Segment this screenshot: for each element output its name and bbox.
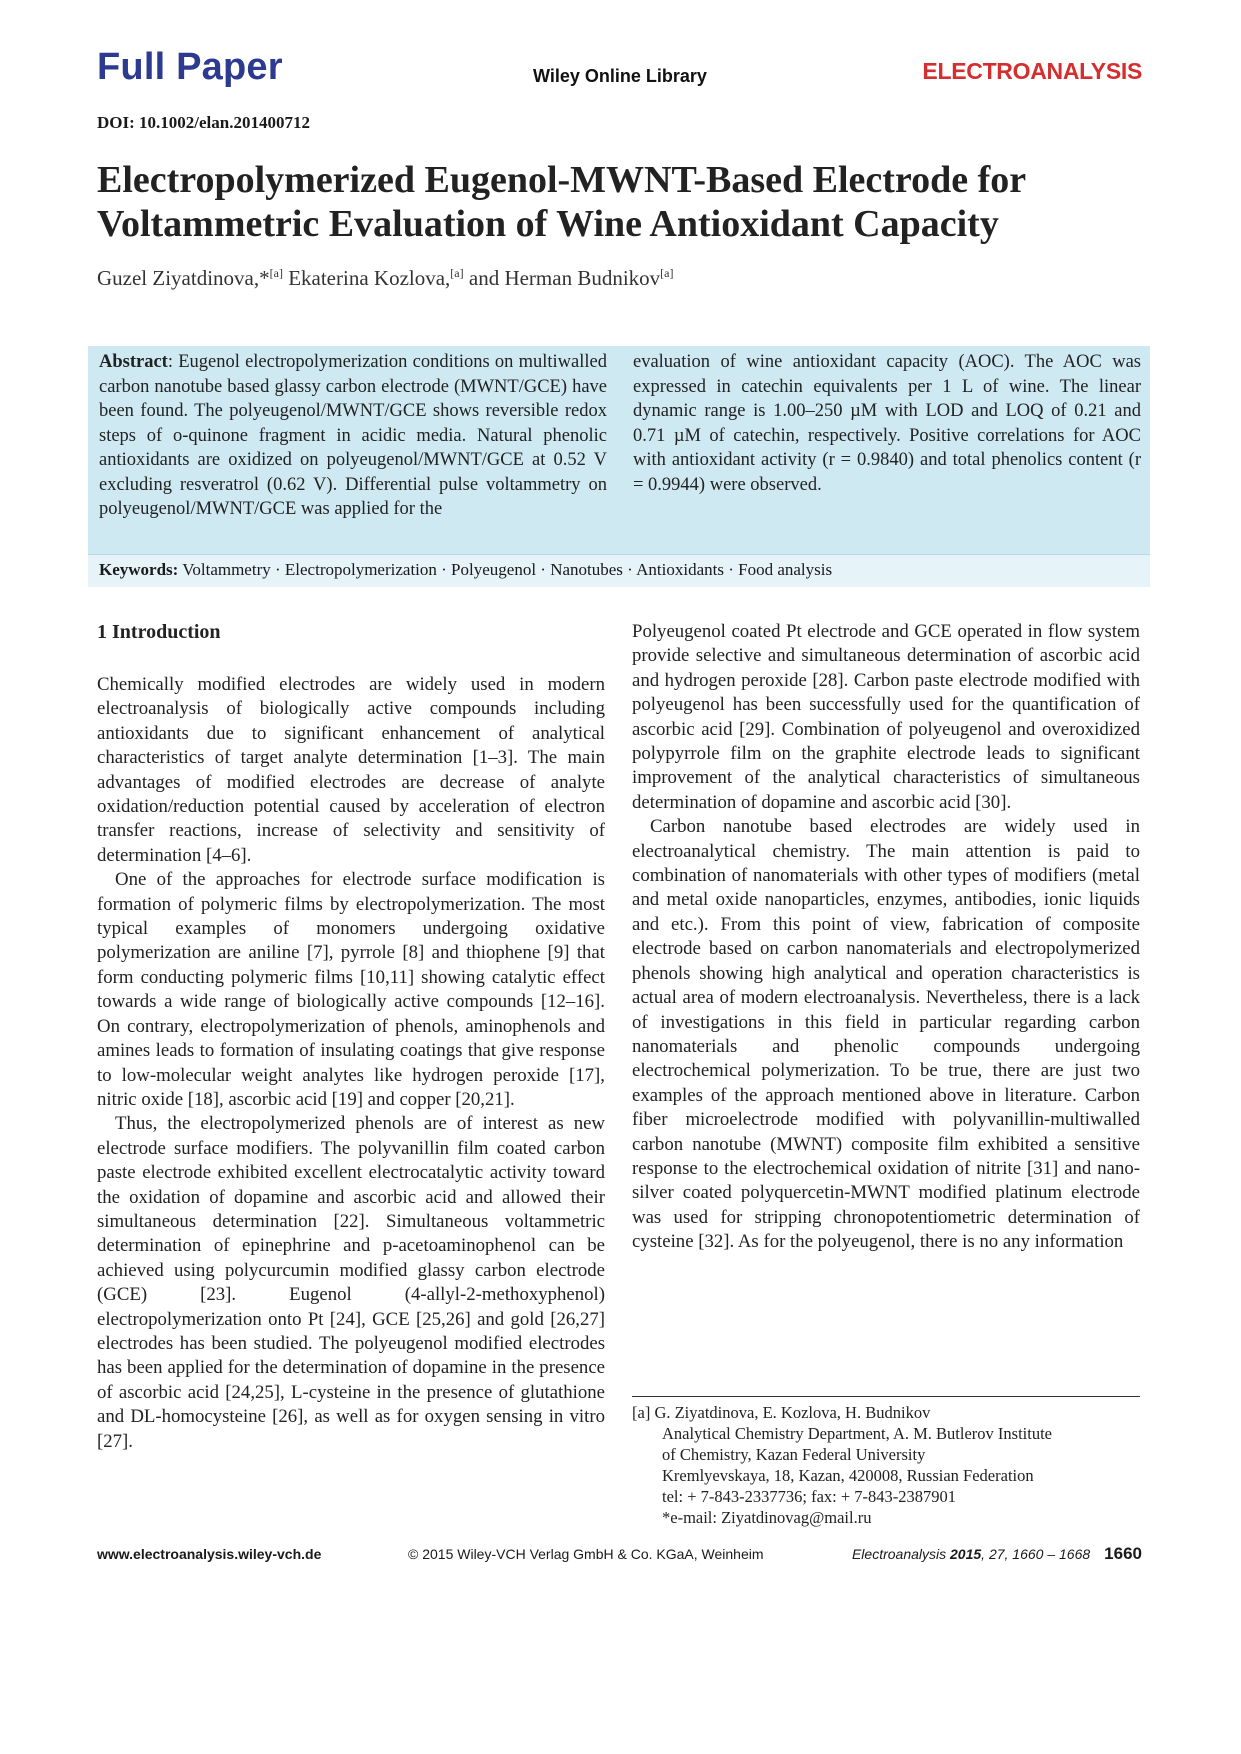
affiliation-mark: [a] (450, 266, 464, 280)
abstract-box (88, 346, 1150, 586)
author-name: and Herman Budnikov (468, 266, 661, 290)
abstract-text: : Eugenol electropolymerization conditions on multiwalled carbon nanotube based glassy carbon electrode (MWNT/GCE) have been found. The polyeugenol/MWNT/GCE shows reversible redox steps of o-quinone fragment in acidic media. Natural phenolic antioxidants are oxidized on polyeugenol/MWNT/GCE at 0.52 V excluding resveratrol (0.62 V). Differential pulse voltammetry on polyeugenol/MWNT/GCE was applied for the (99, 352, 607, 519)
footer-copyright: © 2015 Wiley-VCH Verlag GmbH & Co. KGaA, Weinheim (408, 1546, 764, 1562)
abstract-left-column (99, 350, 607, 522)
title-line: Voltammetric Evaluation of Wine Antioxidant Capacity (97, 203, 999, 245)
affiliation-line: Kremlyevskaya, 18, Kazan, 420008, Russian Federation (662, 1466, 1034, 1485)
paper-title (97, 158, 1157, 246)
journal-name: ELECTROANALYSIS (922, 58, 1142, 84)
paragraph: Polyeugenol coated Pt electrode and GCE operated in flow system provide selective and simultaneous determination of ascorbic acid and hydrogen peroxide [28]. Carbon paste electrode modified with polyeugenol has been successfully used for the quantification of ascorbic acid [29]. Combination of polyeugenol and overoxidized polypyrrole film on the graphite electrode leads to significant improvement of the analytical characteristics of simultaneous determination of dopamine and ascorbic acid [30]. (632, 621, 1140, 813)
affiliation-line: of Chemistry, Kazan Federal University (662, 1445, 926, 1464)
paragraph: Thus, the electropolymerized phenols are of interest as new electrode surface modifiers. The polyvanillin film coated carbon paste electrode exhibited excellent electrocatalytic activity toward the oxidation of dopamine and ascorbic acid and allowed their simultaneous determination [22]. Simultaneous voltammetric determination of epinephrine and p-acetoaminophenol can be achieved using polycurcumin modified glassy carbon electrode (GCE) [23]. Eugenol (4-allyl-2-methoxyphenol) electropolymerization onto Pt [24], GCE [25,26] and gold [26,27] electrodes has been studied. The polyeugenol modified electrodes has been applied for the determination of dopamine in the presence of ascorbic acid [24,25], L-cysteine in the presence of glutathione and DL-homocysteine [26], as well as for oxygen sensing in vitro [27]. (97, 1113, 605, 1452)
footer-url[interactable]: www.electroanalysis.wiley-vch.de (97, 1546, 322, 1562)
affiliation-line: Analytical Chemistry Department, A. M. Butlerov Institute (662, 1424, 1052, 1443)
left-column (97, 620, 605, 1454)
page-number: 1660 (1104, 1544, 1142, 1563)
author-name: Guzel Ziyatdinova,* (97, 266, 270, 290)
keywords-label: Keywords: (99, 560, 179, 579)
affiliation-mark: [a] (269, 266, 283, 280)
section-heading: 1 Introduction (97, 621, 221, 643)
doi: DOI: 10.1002/elan.201400712 (97, 113, 310, 132)
volume-pages: , 27, 1660 – 1668 (981, 1546, 1091, 1562)
affiliation-line: tel: + 7-843-2337736; fax: + 7-843-2387901 (662, 1487, 957, 1506)
footer-citation (852, 1544, 1142, 1564)
affiliation-footnote (632, 1396, 1140, 1528)
affiliation-line: *e-mail: Ziyatdinovag@mail.ru (662, 1508, 872, 1527)
publisher-label: Wiley Online Library (533, 66, 707, 86)
keywords-text: Voltammetry · Electropolymerization · Polyeugenol · Nanotubes · Antioxidants · Food analysis (182, 560, 833, 579)
paragraph: Carbon nanotube based electrodes are widely used in electroanalytical chemistry. The main attention is paid to combination of nanomaterials with other types of modifiers (metal and metal oxide nanoparticles, enzymes, antibodies, ionic liquids and etc.). From this point of view, fabrication of composite electrode based on carbon nanomaterials and electropolymerized phenols showing high analytical and operation characteristics is actual area of modern electroanalysis. Nevertheless, there is a lack of investigations in this field in particular regarding carbon nanomaterials and phenolic compounds undergoing electrochemical polymerization. To be true, there are just two examples of the approach mentioned above in literature. Carbon fiber microelectrode modified with polyvanillin-multiwalled carbon nanotube (MWNT) composite film exhibited a sensitive response to the electrochemical oxidation of nitrite [31] and nano-silver coated polyquercetin-MWNT modified platinum electrode was used for stripping chronopotentiometric determination of cysteine [32]. As for the polyeugenol, there is no any information (632, 816, 1140, 1253)
abstract-right-column: evaluation of wine antioxidant capacity (AOC). The AOC was expressed in catechin equivalents per 1 L of wine. The linear dynamic range is 1.00–250 µM with LOD and LOQ of 0.21 and 0.71 µM of catechin, respectively. Positive correlations for AOC with antioxidant activity (r = 0.9840) and total phenolics content (r = 0.9944) were observed. (633, 352, 1141, 495)
journal-abbrev: Electroanalysis (851, 1546, 947, 1562)
section-label: Full Paper (97, 46, 283, 88)
paragraph: Chemically modified electrodes are widely used in modern electroanalysis of biologically active compounds including antioxidants due to significant enhancement of analytical characteristics of target analyte determination [1–3]. The main advantages of modified electrodes are decrease of analyte oxidation/reduction potential caused by acceleration of electron transfer reactions, increase of selectivity and sensitivity of determination [4–6]. (97, 674, 605, 866)
author-list (97, 266, 674, 291)
author-name: Ekaterina Kozlova, (288, 266, 451, 290)
right-column (632, 620, 1140, 1255)
year: 2015 (950, 1546, 982, 1562)
keywords (88, 554, 1150, 587)
title-line: Electropolymerized Eugenol-MWNT-Based Electrode for (97, 159, 1027, 201)
affiliation-mark: [a] (660, 266, 674, 280)
affiliation-line: [a] G. Ziyatdinova, E. Kozlova, H. Budnikov (632, 1403, 931, 1422)
abstract-label: Abstract (99, 352, 168, 372)
paragraph: One of the approaches for electrode surface modification is formation of polymeric films by electropolymerization. The most typical examples of monomers undergoing oxidative polymerization are aniline [7], pyrrole [8] and thiophene [9] that form conducting polymeric films [10,11] showing catalytic effect towards a wide range of biologically active compounds [12–16]. On contrary, electropolymerization of phenols, aminophenols and amines leads to formation of insulating coatings that give response to low-molecular weight analytes like hydrogen peroxide [17], nitric oxide [18], ascorbic acid [19] and copper [20,21]. (97, 869, 605, 1110)
